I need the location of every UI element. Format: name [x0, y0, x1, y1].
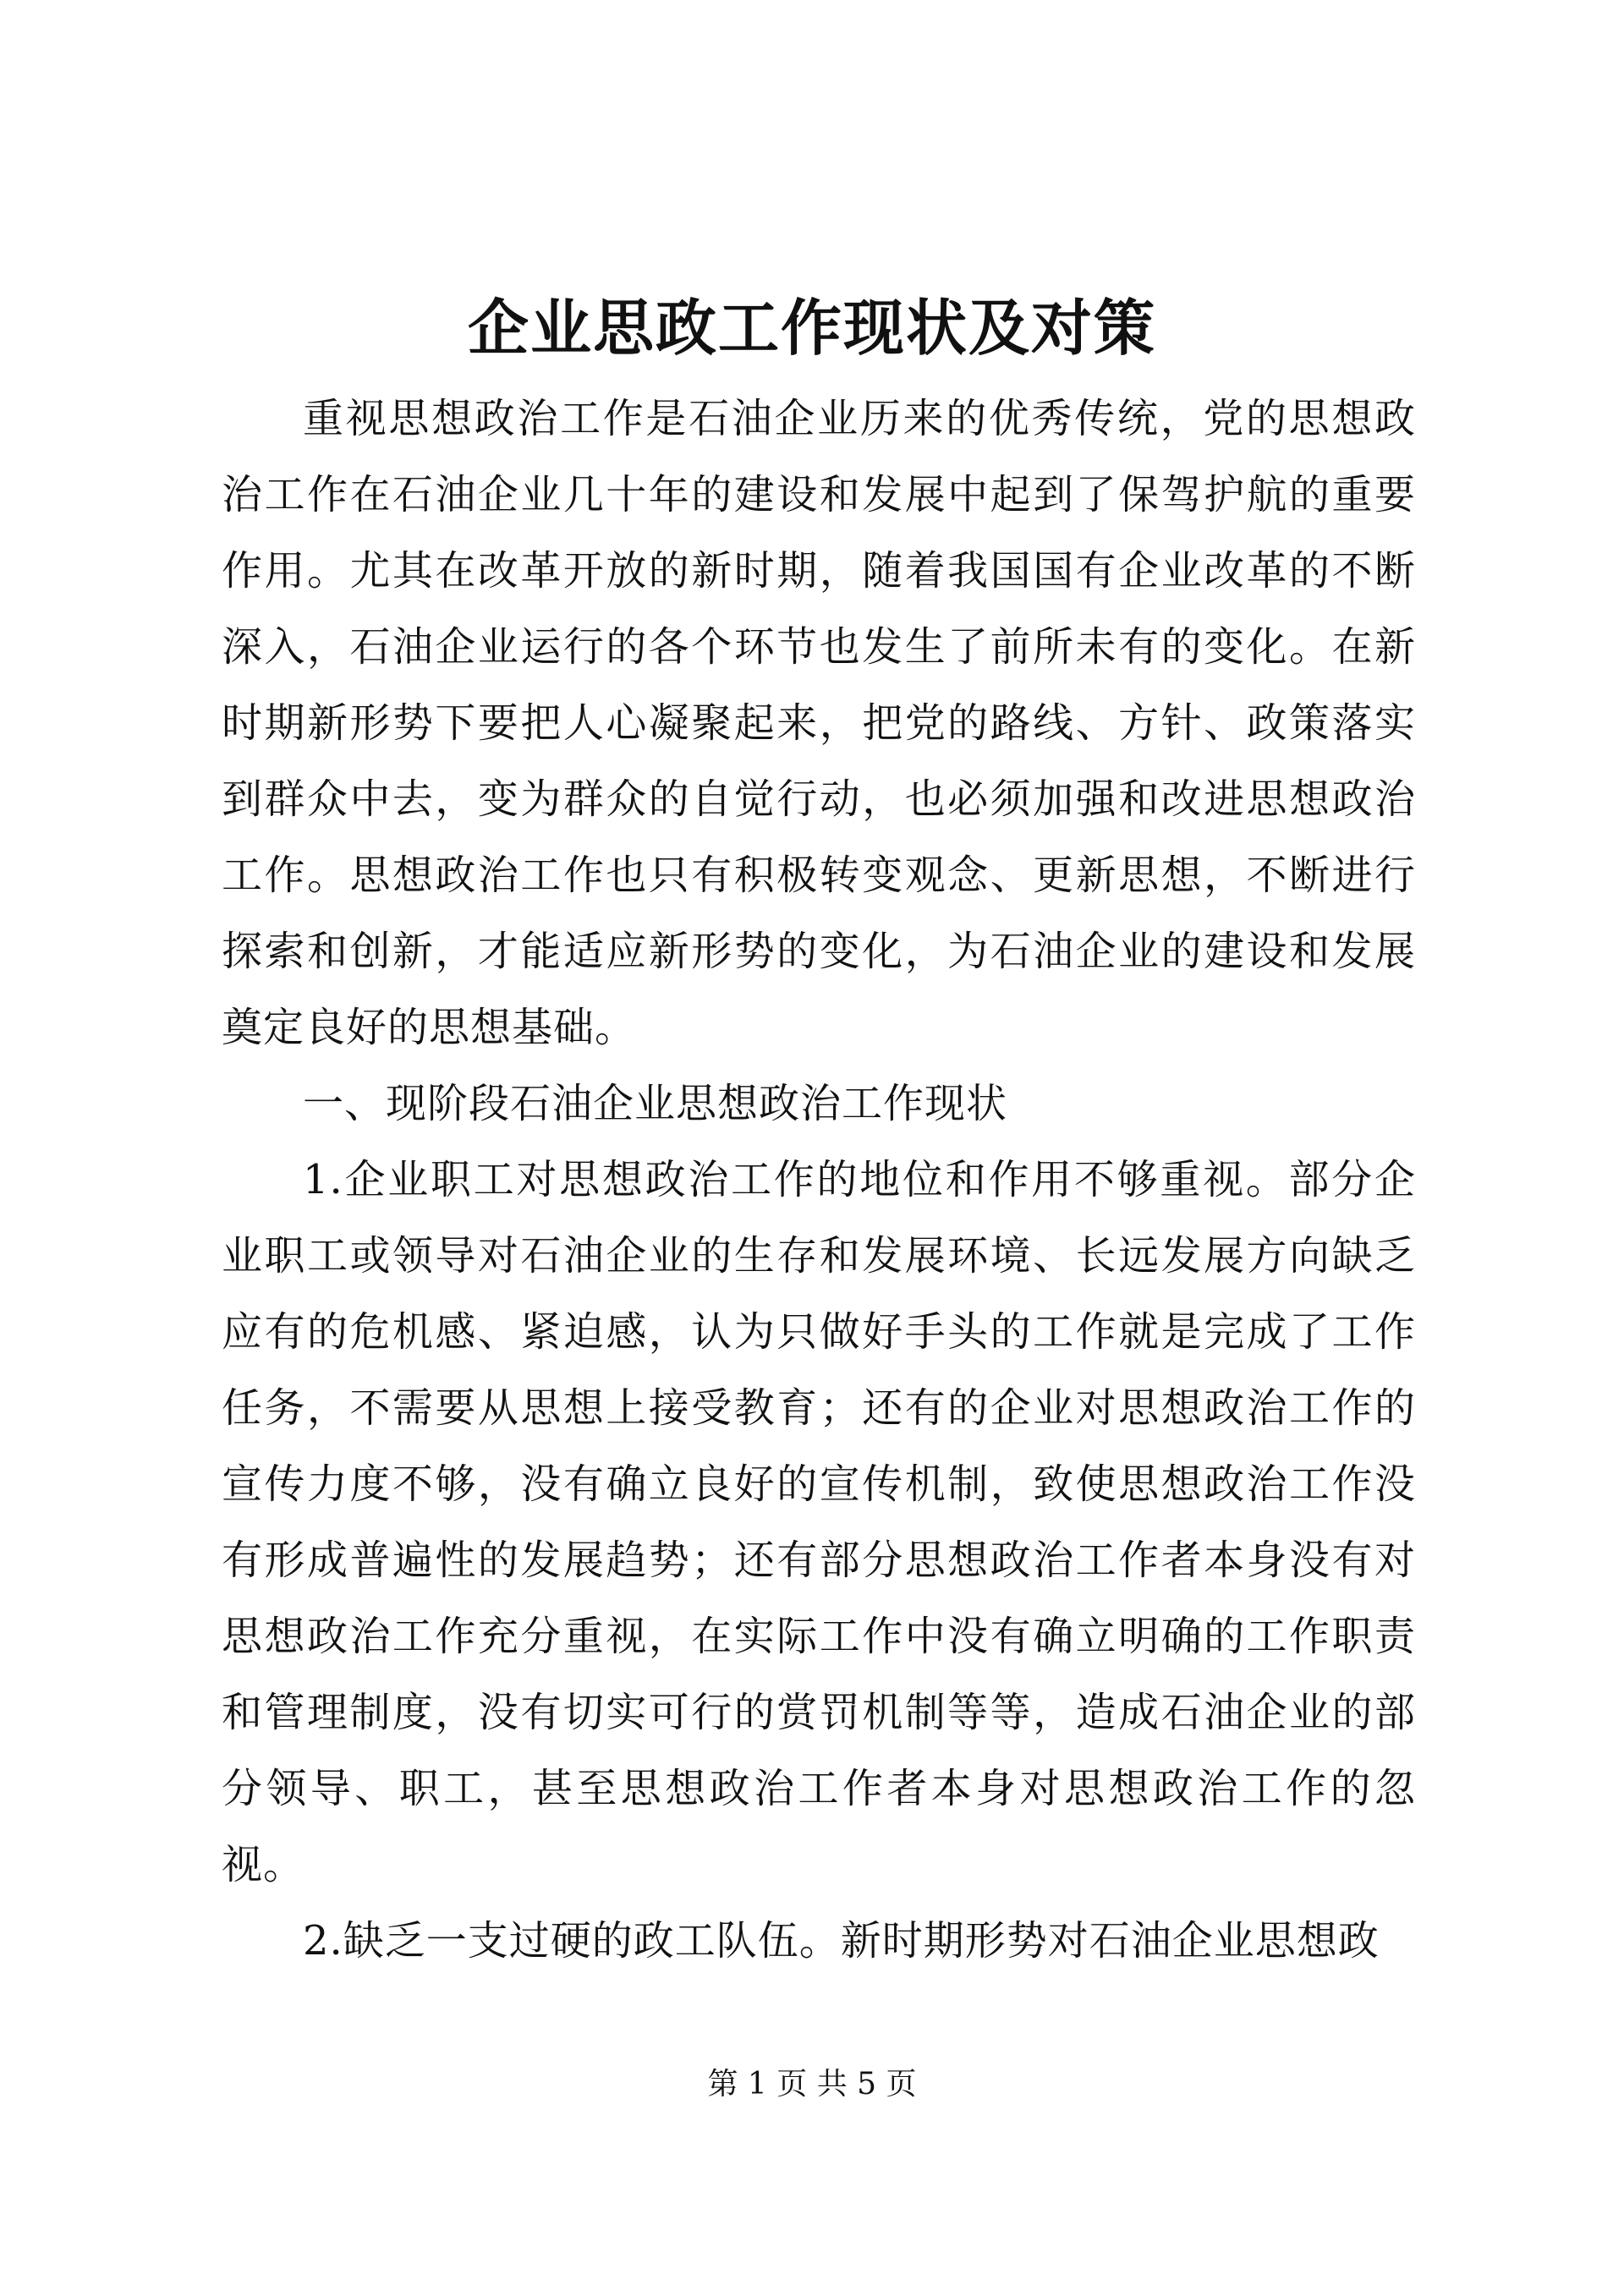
document-title: 企业思政工作现状及对策 — [467, 292, 1156, 364]
paragraph-point-2: 2.缺乏一支过硬的政工队伍。新时期形势对石油企业思想政 — [303, 1917, 1380, 1964]
document-body — [222, 381, 1416, 1979]
page-footer: 第 1 页 共 5 页 — [707, 2067, 917, 2101]
paragraph-point-1: 1.企业职工对思想政治工作的地位和作用不够重视。部分企业职工或领导对石油企业的生存和发展环境、长远发展方向缺乏应有的危机感、紧迫感，认为只做好手头的工作就是完成了工作任务，不需要从思想上接受教育；还有的企业对思想政治工作的宣传力度不够，没有确立良好的宣传机制，致使思想政治工作没有形成普遍性的发展趋势；还有部分思想政治工作者本身没有对思想政治工作充分重视，在实际工作中没有确立明确的工作职责和管理制度，没有切实可行的赏罚机制等等，造成石油企业的部分领导、职工，甚至思想政治工作者本身对思想政治工作的忽视。 — [222, 1156, 1416, 1888]
paragraph-intro: 重视思想政治工作是石油企业历来的优秀传统，党的思想政治工作在石油企业几十年的建设和发展中起到了保驾护航的重要作用。尤其在改革开放的新时期，随着我国国有企业改革的不断深入，石油企业运行的各个环节也发生了前所未有的变化。在新时期新形势下要把人心凝聚起来，把党的路线、方针、政策落实到群众中去，变为群众的自觉行动，也必须加强和改进思想政治工作。思想政治工作也只有积极转变观念、更新思想，不断进行探索和创新，才能适应新形势的变化，为石油企业的建设和发展奠定良好的思想基础。 — [222, 395, 1416, 1051]
section-heading: 一、现阶段石油企业思想政治工作现状 — [303, 1080, 1008, 1127]
